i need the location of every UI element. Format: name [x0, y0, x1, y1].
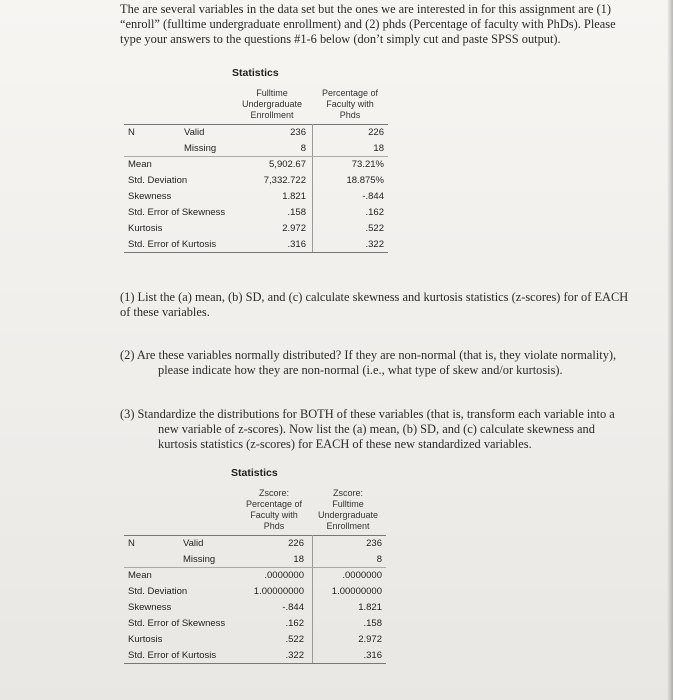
table-cell: 2.972 [358, 634, 382, 645]
intro-line: “enroll” (fulltime undergraduate enrollment) and (2) phds (Percentage of faculty with PhDs). Please [120, 17, 616, 31]
table-cell: 236 [290, 127, 306, 138]
table-cell: Std. Deviation [128, 175, 188, 186]
table-cell: Valid [184, 127, 205, 138]
intro-line: type your answers to the questions #1-6 below (don’t simply cut and paste SPSS output). [120, 32, 561, 46]
table-cell: Kurtosis [128, 634, 163, 645]
table-cell: 5,902.67 [269, 159, 306, 170]
column-header-zscore-enrollment: Zscore: Fulltime Undergraduate Enrollment [317, 488, 379, 531]
table-cell: .522 [285, 634, 304, 645]
table-cell: N [128, 538, 135, 549]
table-cell: 1.00000000 [253, 586, 304, 597]
question-line: new variable of z-scores). Now list the (a) mean, (b) SD, and (c) calculate skewness and [158, 422, 595, 436]
question-line: of these variables. [120, 305, 210, 319]
table-cell: 2.972 [282, 223, 306, 234]
question-line: kurtosis statistics (z-scores) for EACH of these new standardized variables. [158, 437, 532, 451]
intro-line: The are several variables in the data set but the ones we are interested in for this assignment are (1) [120, 2, 611, 16]
table-cell: .316 [287, 239, 306, 250]
table-cell: .322 [285, 650, 304, 661]
table-cell: 226 [288, 538, 304, 549]
table-cell: .158 [363, 618, 382, 629]
table-cell: 18.875% [346, 175, 384, 186]
table-cell: .322 [365, 239, 384, 250]
table-cell: Std. Error of Skewness [128, 618, 226, 629]
table-cell: .522 [365, 223, 384, 234]
table-cell: 236 [366, 538, 382, 549]
column-header-zscore-phds: Zscore: Percentage of Faculty with Phds [245, 488, 303, 531]
table-cell: Std. Error of Kurtosis [128, 239, 217, 250]
table-cell: N [128, 127, 135, 138]
table-cell: 8 [300, 143, 306, 154]
table-cell: 226 [368, 127, 384, 138]
question-line: please indicate how they are non-normal (i.e., what type of skew and/or kurtosis). [158, 363, 563, 377]
table-cell: Std. Error of Skewness [128, 207, 226, 218]
table-cell: Skewness [128, 602, 172, 613]
table-cell: 73.21% [351, 159, 384, 170]
table-cell: Missing [184, 143, 217, 154]
table-cell: .0000000 [342, 570, 382, 581]
table-cell: 7,332.722 [263, 175, 306, 186]
question-line: (2) Are these variables normally distributed? If they are non-normal (that is, they violate normality), [120, 348, 617, 362]
table-cell: .158 [287, 207, 306, 218]
column-header-phds: Percentage of Faculty with Phds [321, 88, 379, 120]
table-cell: 18 [293, 554, 304, 565]
column-header-enrollment: Fulltime Undergraduate Enrollment [241, 88, 303, 120]
table-cell: .0000000 [264, 570, 304, 581]
table-cell: Mean [128, 159, 152, 170]
table-cell: Std. Deviation [128, 586, 188, 597]
table-cell: 18 [373, 143, 384, 154]
table-cell: .162 [365, 207, 384, 218]
table-cell: -.844 [362, 191, 384, 202]
table-cell: 1.821 [358, 602, 382, 613]
table-cell: Skewness [128, 191, 172, 202]
table-cell: .162 [285, 618, 304, 629]
table-cell: -.844 [282, 602, 304, 613]
question-line: (1) List the (a) mean, (b) SD, and (c) calculate skewness and kurtosis statistics (z-scores) for of EACH [120, 290, 629, 304]
table-cell: Valid [183, 538, 204, 549]
table-title: Statistics [232, 67, 279, 79]
table-cell: 1.821 [282, 191, 306, 202]
table-cell: 1.00000000 [331, 586, 382, 597]
table-cell: .316 [363, 650, 382, 661]
table-cell: Mean [128, 570, 152, 581]
table-cell: Kurtosis [128, 223, 163, 234]
table-title: Statistics [231, 467, 278, 479]
table-cell: Std. Error of Kurtosis [128, 650, 217, 661]
table-cell: 8 [376, 554, 382, 565]
question-line: (3) Standardize the distributions for BOTH of these variables (that is, transform each variable into a [120, 407, 615, 421]
table-cell: Missing [183, 554, 216, 565]
